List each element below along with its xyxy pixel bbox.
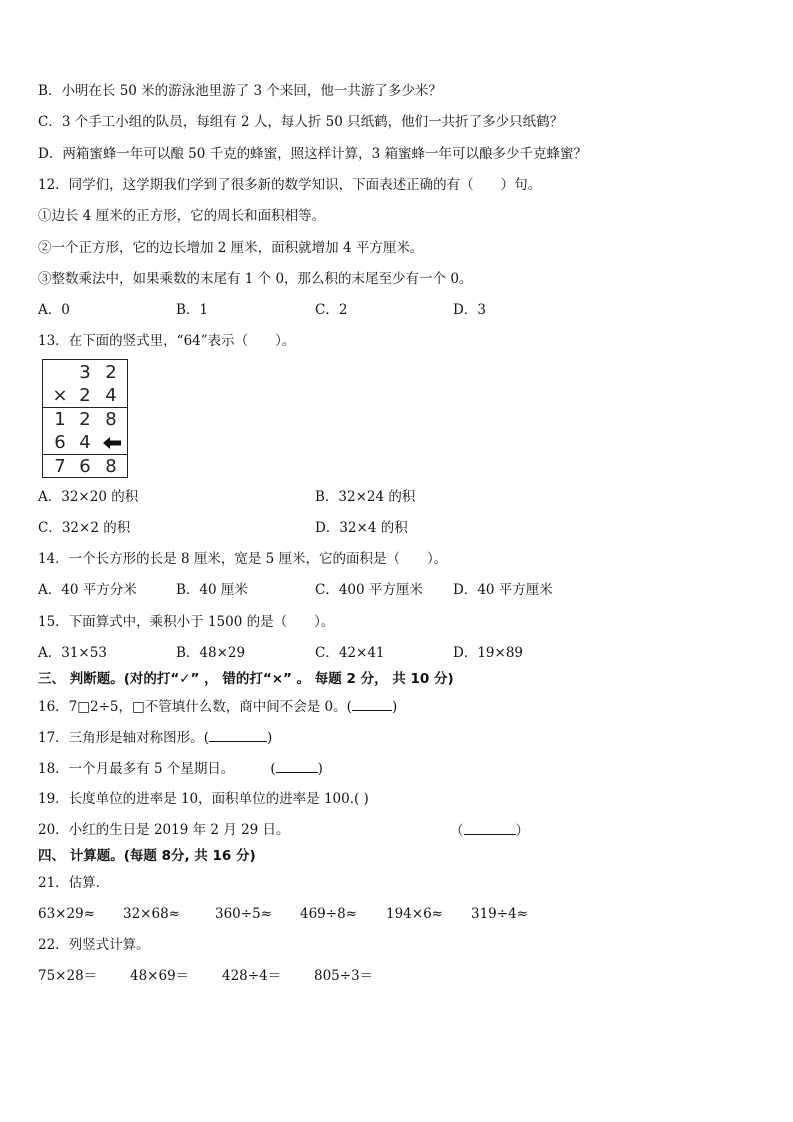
q12-option-c: C．2 [315, 302, 348, 318]
paren-close: ) [317, 761, 323, 777]
vertical-digit: 6 [79, 456, 91, 477]
q15-option-a: A．31×53 [38, 645, 107, 661]
vertical-digit: 8 [105, 456, 117, 477]
vertical-row-1 [43, 361, 127, 384]
q14-option-d: D．40 平方厘米 [453, 582, 553, 598]
q16-text: 16．7□2÷5，□不管填什么数，商中间不会是 0。 [38, 699, 347, 715]
section-3-title: 三、 判断题。(对的打“✓” ， 错的打“×” 。 每题 2 分， 共 10 分) [38, 671, 454, 687]
q18-text: 18．一个月最多有 5 个星期日。 [38, 761, 235, 777]
q18 [38, 759, 323, 778]
vertical-multiplication [42, 359, 128, 478]
vertical-calc-item: 805÷3＝ [314, 968, 374, 984]
vertical-digit: 2 [79, 409, 91, 430]
q12-option-a: A．0 [38, 302, 70, 318]
q12-statement-2: ②一个正方形，它的边长增加 2 厘米，面积就增加 4 平方厘米。 [38, 240, 424, 256]
vertical-digit: 8 [105, 409, 117, 430]
q22-stem: 22．列竖式计算。 [38, 937, 150, 953]
paren-open: ( [346, 699, 352, 715]
vertical-digit: 4 [105, 385, 117, 406]
q12-option-d: D．3 [453, 302, 486, 318]
q13-stem: 13．在下面的竖式里，“64”表示（ ）。 [38, 333, 296, 349]
vertical-digit: 2 [79, 385, 91, 406]
answer-blank[interactable] [464, 821, 516, 835]
q12-statement-3: ③整数乘法中，如果乘数的末尾有 1 个 0，那么积的末尾至少有一个 0。 [38, 271, 473, 287]
q17-text: 17．三角形是轴对称图形。 [38, 730, 204, 746]
q11-option-d: D．两箱蜜蜂一年可以酿 50 千克的蜂蜜，照这样计算，3 箱蜜蜂一年可以酿多少千克蜂蜜？ [38, 146, 587, 162]
estimate-item: 319÷4≈ [471, 906, 528, 922]
q13-option-b: B．32×24 的积 [315, 489, 416, 505]
vertical-calc-item: 75×28＝ [38, 968, 98, 984]
estimate-item: 194×6≈ [386, 906, 443, 922]
q15-stem: 15．下面算式中，乘积小于 1500 的是（ ）。 [38, 614, 335, 630]
paren-open: （ [450, 823, 464, 839]
estimate-item: 469÷8≈ [300, 906, 357, 922]
q21-stem: 21．估算． [38, 875, 110, 891]
q15-option-b: B．48×29 [176, 645, 246, 661]
paren-open: ( [203, 730, 209, 746]
vertical-row-2 [43, 384, 127, 407]
answer-blank[interactable] [276, 759, 318, 773]
paren-close: ） [515, 823, 529, 839]
vertical-digit: 3 [79, 362, 91, 383]
q14-option-c: C．400 平方厘米 [315, 582, 423, 598]
vertical-digit: 6 [54, 432, 66, 453]
vertical-row-5 [43, 455, 127, 478]
left-arrow-icon [103, 437, 121, 449]
vertical-digit: 4 [79, 432, 91, 453]
estimate-item: 63×29≈ [38, 906, 95, 922]
q14-option-b: B．40 厘米 [176, 582, 248, 598]
q16 [38, 697, 397, 716]
q19 [38, 790, 369, 808]
q14-option-a: A．40 平方分米 [38, 582, 137, 598]
paren-open: ( [270, 761, 276, 777]
q20 [38, 821, 290, 839]
q14-stem: 14．一个长方形的长是 8 厘米，宽是 5 厘米，它的面积是（ ）。 [38, 551, 448, 567]
q19-answer-paren[interactable]: ( ) [354, 791, 369, 807]
q11-option-c: C．3 个手工小组的队员，每组有 2 人，每人折 50 只纸鹤，他们一共折了多少只纸鹤？ [38, 114, 564, 130]
paren-close: ) [391, 699, 398, 715]
vertical-digit: 2 [105, 362, 117, 383]
estimate-item: 32×68≈ [123, 906, 180, 922]
q20-answer [450, 821, 529, 840]
q20-text: 20．小红的生日是 2019 年 2 月 29 日。 [38, 822, 290, 838]
q13-option-d: D．32×4 的积 [315, 520, 408, 536]
q19-text: 19．长度单位的进率是 10，面积单位的进率是 100. [38, 791, 354, 807]
vertical-digit: 1 [54, 409, 66, 430]
section-4-title: 四、 计算题。(每题 8分, 共 16 分) [38, 848, 256, 864]
q15-option-d: D．19×89 [453, 645, 523, 661]
answer-blank[interactable] [209, 728, 267, 742]
vertical-digit: 7 [54, 456, 66, 477]
vertical-row-3 [43, 408, 127, 431]
q13-option-c: C．32×2 的积 [38, 520, 131, 536]
q11-option-b: B．小明在长 50 米的游泳池里游了 3 个来回，他一共游了多少米？ [38, 83, 442, 99]
multiply-sign: × [52, 385, 68, 406]
q13-option-a: A．32×20 的积 [38, 489, 139, 505]
vertical-row-4 [43, 431, 127, 454]
q12-statement-1: ①边长 4 厘米的正方形，它的周长和面积相等。 [38, 208, 326, 224]
answer-blank[interactable] [352, 697, 392, 711]
estimate-item: 360÷5≈ [215, 906, 272, 922]
vertical-calc-item: 428÷4＝ [222, 968, 282, 984]
vertical-calc-item: 48×69＝ [130, 968, 190, 984]
q17 [38, 728, 272, 747]
q15-option-c: C．42×41 [315, 645, 385, 661]
q12-stem: 12．同学们，这学期我们学到了很多新的数学知识，下面表述正确的有（ ）句。 [38, 177, 542, 193]
q12-option-b: B．1 [176, 302, 209, 318]
paren-close: ) [266, 730, 273, 746]
